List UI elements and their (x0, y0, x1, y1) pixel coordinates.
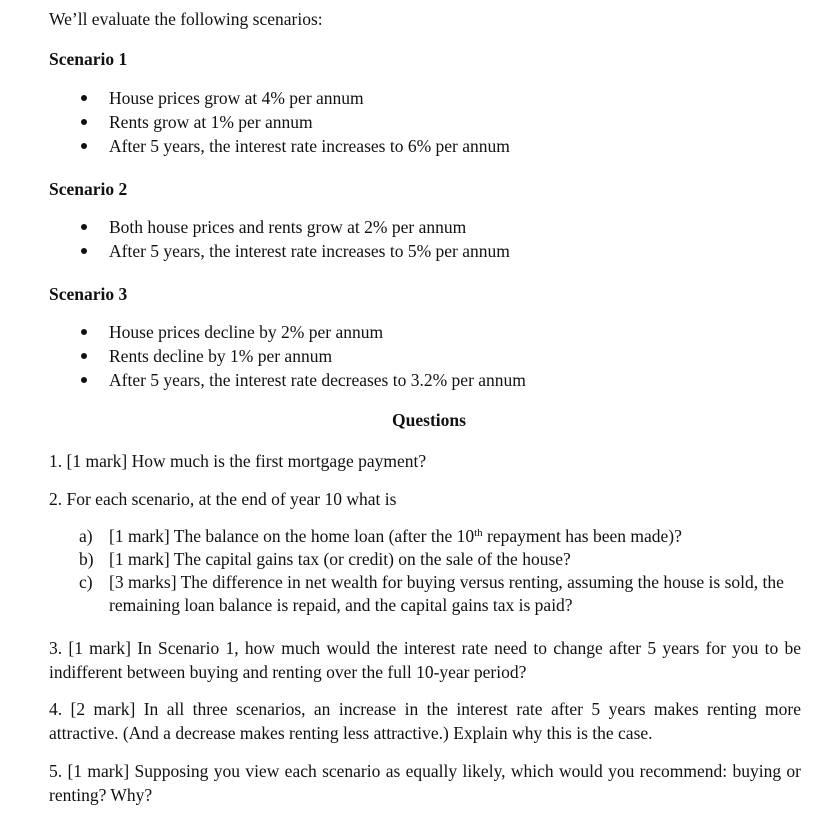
list-item: House prices decline by 2% per annum (49, 320, 526, 344)
scenario-1-list (49, 86, 510, 158)
list-item: After 5 years, the interest rate increases to 6% per annum (49, 134, 510, 158)
scenario-3-list (49, 320, 526, 392)
part-label: c) (79, 572, 93, 592)
bullet-icon (81, 329, 87, 335)
bullet-icon (81, 377, 87, 383)
scenario-3-heading: Scenario 3 (49, 284, 128, 304)
bullet-icon (81, 224, 87, 230)
questions-heading: Questions (392, 410, 466, 430)
intro-text: We’ll evaluate the following scenarios: (49, 9, 323, 29)
list-item: House prices grow at 4% per annum (49, 86, 510, 110)
list-item: a) [1 mark] The balance on the home loan (after the 10th repayment has been made)? (79, 526, 682, 546)
bullet-icon (81, 143, 87, 149)
bullet-icon (81, 95, 87, 101)
list-item: b) [1 mark] The capital gains tax (or credit) on the sale of the house? (79, 549, 571, 569)
bullet-icon (81, 119, 87, 125)
bullet-icon (81, 248, 87, 254)
question-1: 1. [1 mark] How much is the first mortgage payment? (49, 451, 427, 471)
part-label: b) (79, 549, 94, 569)
scenario-2-heading: Scenario 2 (49, 179, 128, 199)
list-item: Rents decline by 1% per annum (49, 344, 526, 368)
scenario-2-list (49, 215, 510, 263)
scenario-1-heading: Scenario 1 (49, 49, 128, 69)
list-item: After 5 years, the interest rate decreases to 3.2% per annum (49, 368, 526, 392)
question-2-stem: 2. For each scenario, at the end of year 10 what is (49, 489, 397, 509)
list-item: c) [3 marks] The difference in net wealth for buying versus renting, assuming the house is sold, the remaining loan balance is repaid, and the capital gains tax is paid? (79, 572, 784, 615)
part-label: a) (79, 526, 93, 546)
list-item: Rents grow at 1% per annum (49, 110, 510, 134)
list-item: Both house prices and rents grow at 2% per annum (49, 215, 510, 239)
list-item: After 5 years, the interest rate increases to 5% per annum (49, 239, 510, 263)
question-3: 3. [1 mark] In Scenario 1, how much would the interest rate need to change after 5 years for you to be indifferent between buying and renting over the full 10-year period? (49, 638, 801, 682)
question-5: 5. [1 mark] Supposing you view each scenario as equally likely, which would you recommend: buying or renting? Why? (49, 761, 801, 805)
bullet-icon (81, 353, 87, 359)
question-4: 4. [2 mark] In all three scenarios, an increase in the interest rate after 5 years makes renting more attractive. (And a decrease makes renting less attractive.) Explain why this is the case. (49, 699, 801, 743)
question-2-parts (49, 525, 801, 617)
